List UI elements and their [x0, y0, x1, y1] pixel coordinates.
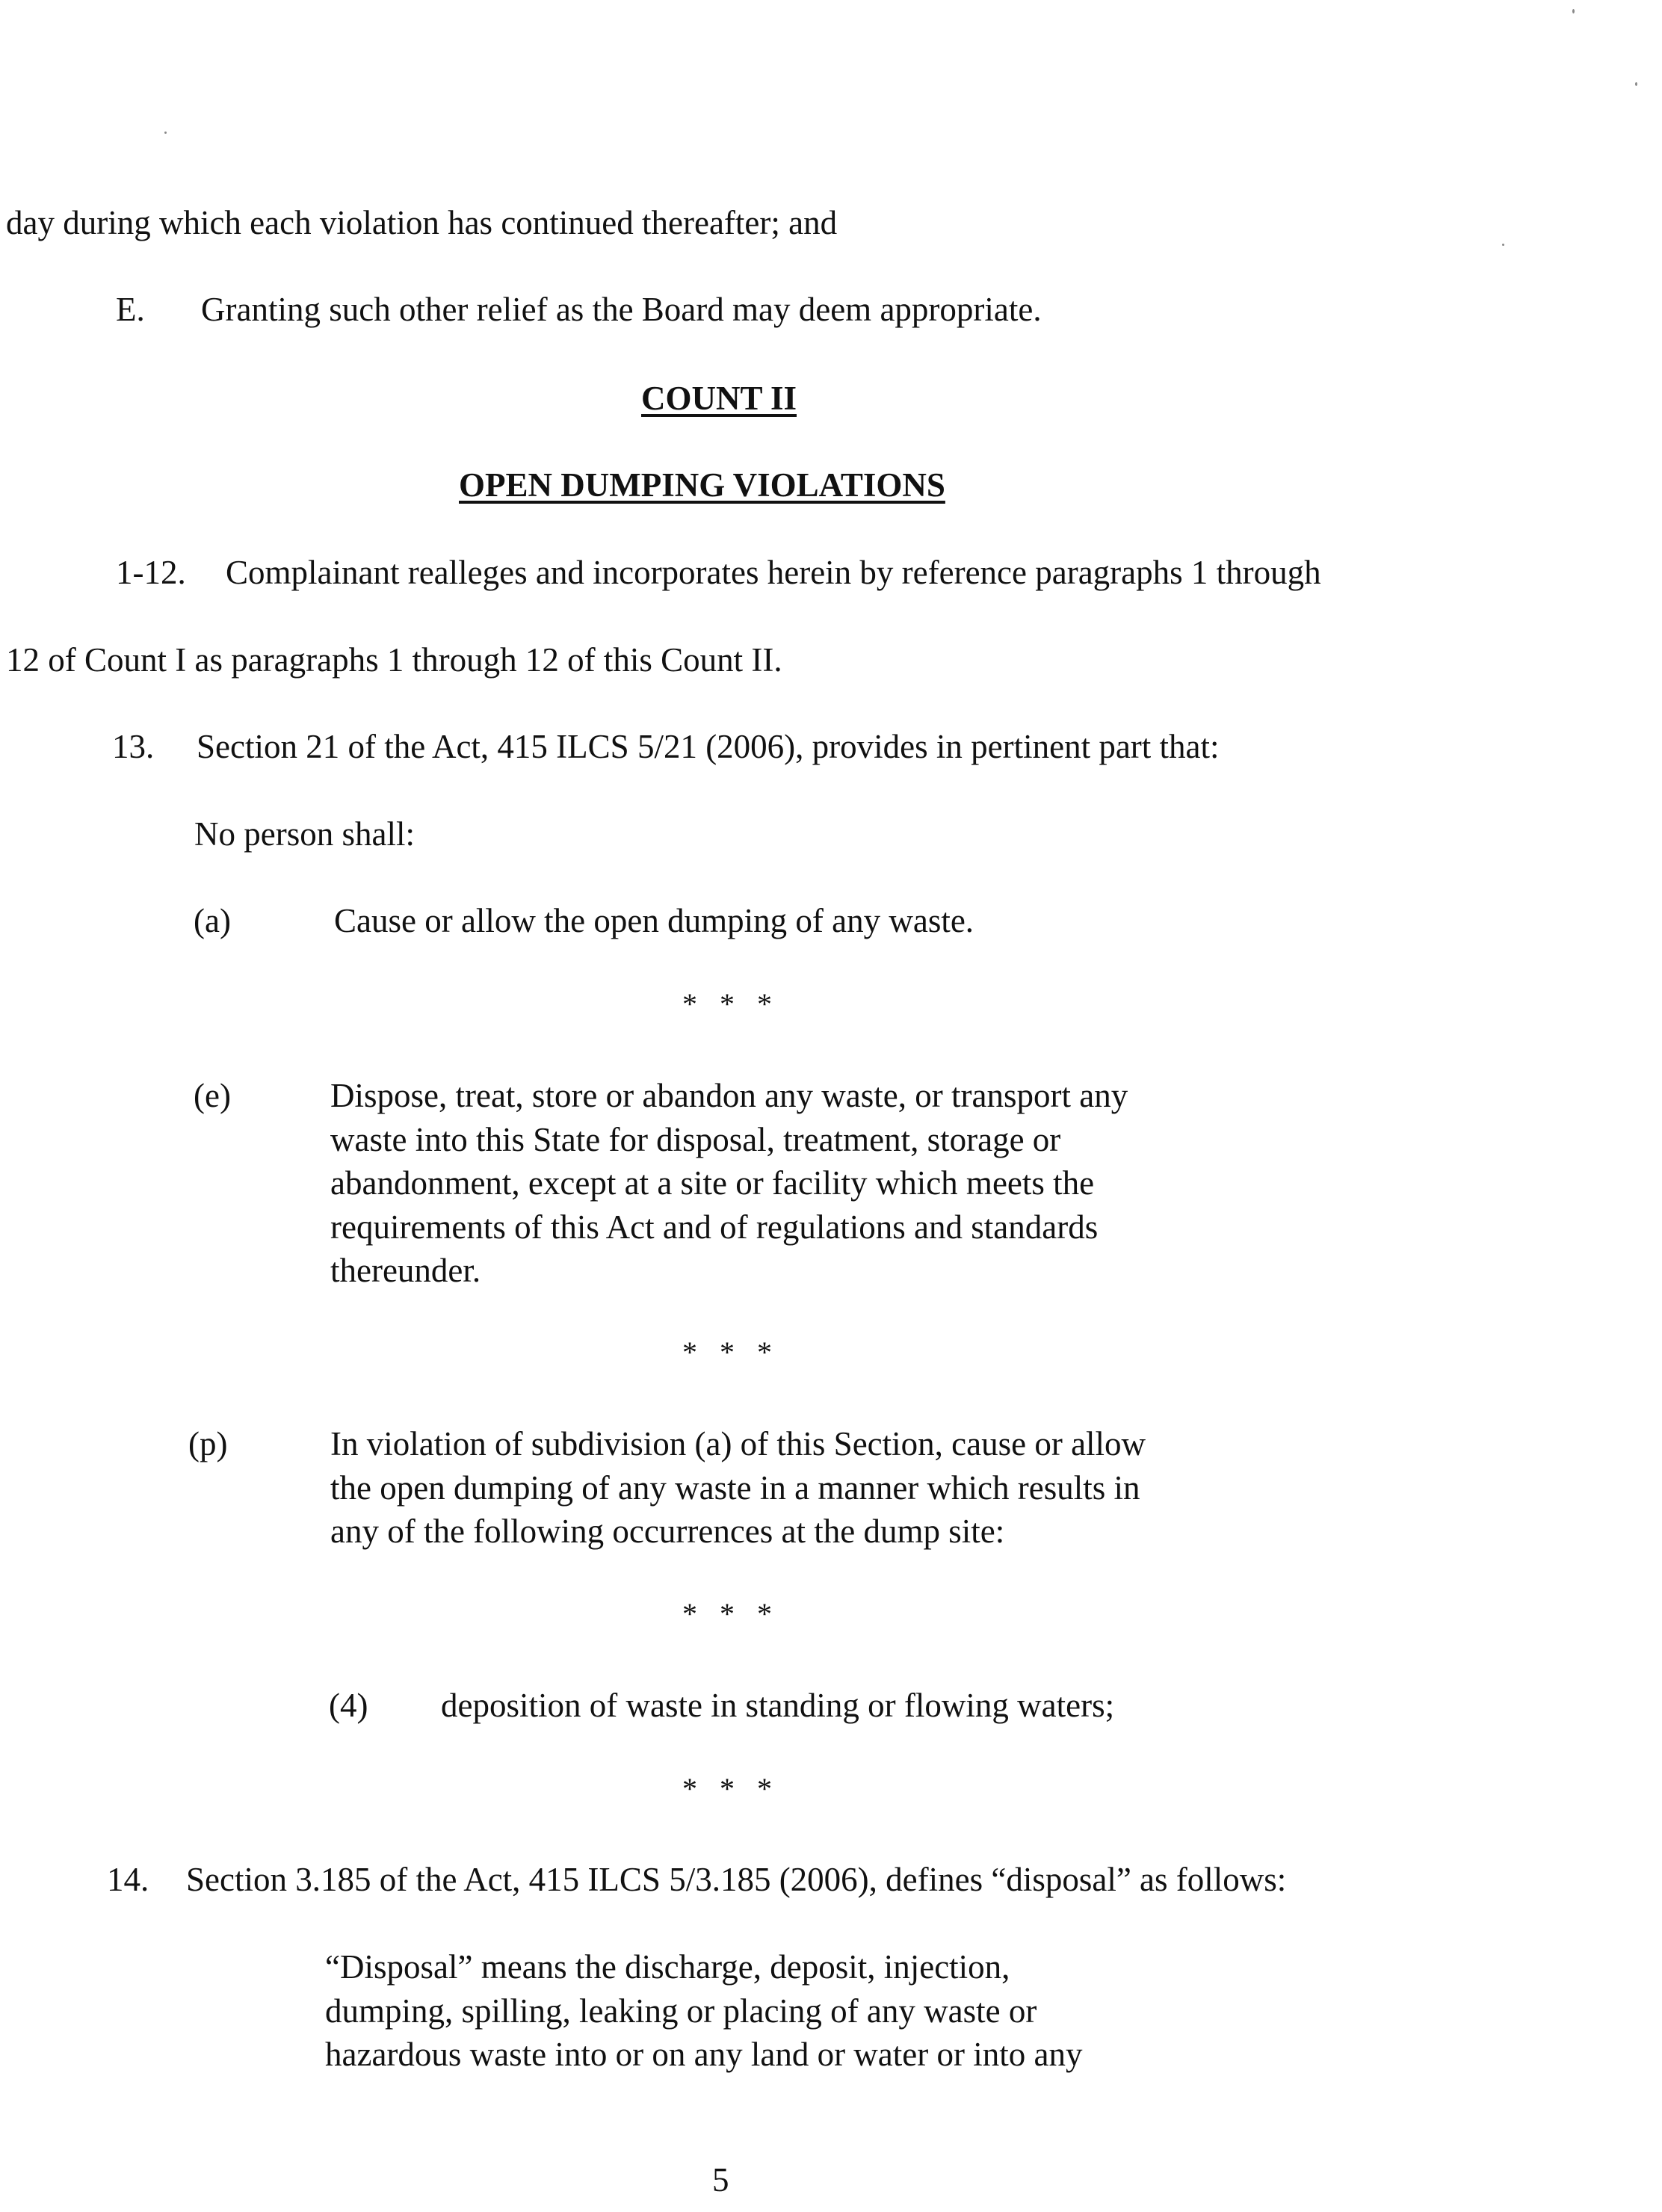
item-p-line: the open dumping of any waste in a manner which results in: [330, 1468, 1140, 1507]
item-p-line: In violation of subdivision (a) of this Section, cause or allow: [330, 1425, 1146, 1462]
item-e-line: thereunder.: [330, 1252, 481, 1289]
scan-speck: [164, 132, 167, 134]
item-4-label: (4): [329, 1687, 368, 1724]
relief-e-label: E.: [116, 291, 145, 328]
ellipsis: * * *: [682, 987, 779, 1021]
ellipsis: * * *: [682, 1597, 779, 1631]
item-e-text: [330, 1074, 1128, 1293]
ellipsis: * * *: [682, 1772, 779, 1805]
quote-line: dumping, spilling, leaking or placing of any waste or: [325, 1992, 1037, 2030]
item-a-label: (a): [194, 902, 231, 939]
para-13-text: Section 21 of the Act, 415 ILCS 5/21 (2006), provides in pertinent part that:: [197, 728, 1220, 765]
scan-speck: [1635, 82, 1637, 86]
para-14-number: 14.: [107, 1861, 149, 1898]
para-13-lead: No person shall:: [194, 815, 415, 853]
item-4-text: deposition of waste in standing or flowing waters;: [441, 1687, 1115, 1724]
relief-e-text: Granting such other relief as the Board may deem appropriate.: [201, 291, 1042, 328]
item-e-line: Dispose, treat, store or abandon any waste, or transport any: [330, 1077, 1128, 1114]
para-1-12-line1: Complainant realleges and incorporates herein by reference paragraphs 1 through: [226, 554, 1321, 591]
item-p-text: [330, 1422, 1146, 1554]
item-e-label: (e): [194, 1077, 231, 1114]
count-heading: COUNT II: [641, 380, 797, 417]
quote-line: hazardous waste into or on any land or water or into any: [325, 2036, 1083, 2073]
item-e-line: requirements of this Act and of regulations and standards: [330, 1208, 1099, 1246]
item-p-line: any of the following occurrences at the dump site:: [330, 1513, 1005, 1550]
item-a-text: Cause or allow the open dumping of any waste.: [334, 902, 974, 939]
item-p-label: (p): [188, 1425, 228, 1462]
para-14-text: Section 3.185 of the Act, 415 ILCS 5/3.185 (2006), defines “disposal” as follows:: [186, 1861, 1287, 1898]
page-number: 5: [712, 2161, 729, 2199]
disposal-definition-quote: [325, 1945, 1082, 2077]
scan-speck: [1502, 244, 1504, 246]
carry-over-line: day during which each violation has continued thereafter; and: [6, 204, 838, 241]
quote-line: “Disposal” means the discharge, deposit, injection,: [325, 1948, 1010, 1986]
scan-speck: [1572, 9, 1575, 13]
item-e-line: waste into this State for disposal, treatment, storage or: [330, 1120, 1061, 1158]
para-13-number: 13.: [112, 728, 155, 765]
ellipsis: * * *: [682, 1335, 779, 1369]
para-1-12-line2: 12 of Count I as paragraphs 1 through 12 of this Count II.: [6, 641, 782, 679]
item-e-line: abandonment, except at a site or facility which meets the: [330, 1164, 1095, 1202]
count-subheading: OPEN DUMPING VIOLATIONS: [459, 466, 945, 504]
para-1-12-number: 1-12.: [116, 554, 186, 591]
